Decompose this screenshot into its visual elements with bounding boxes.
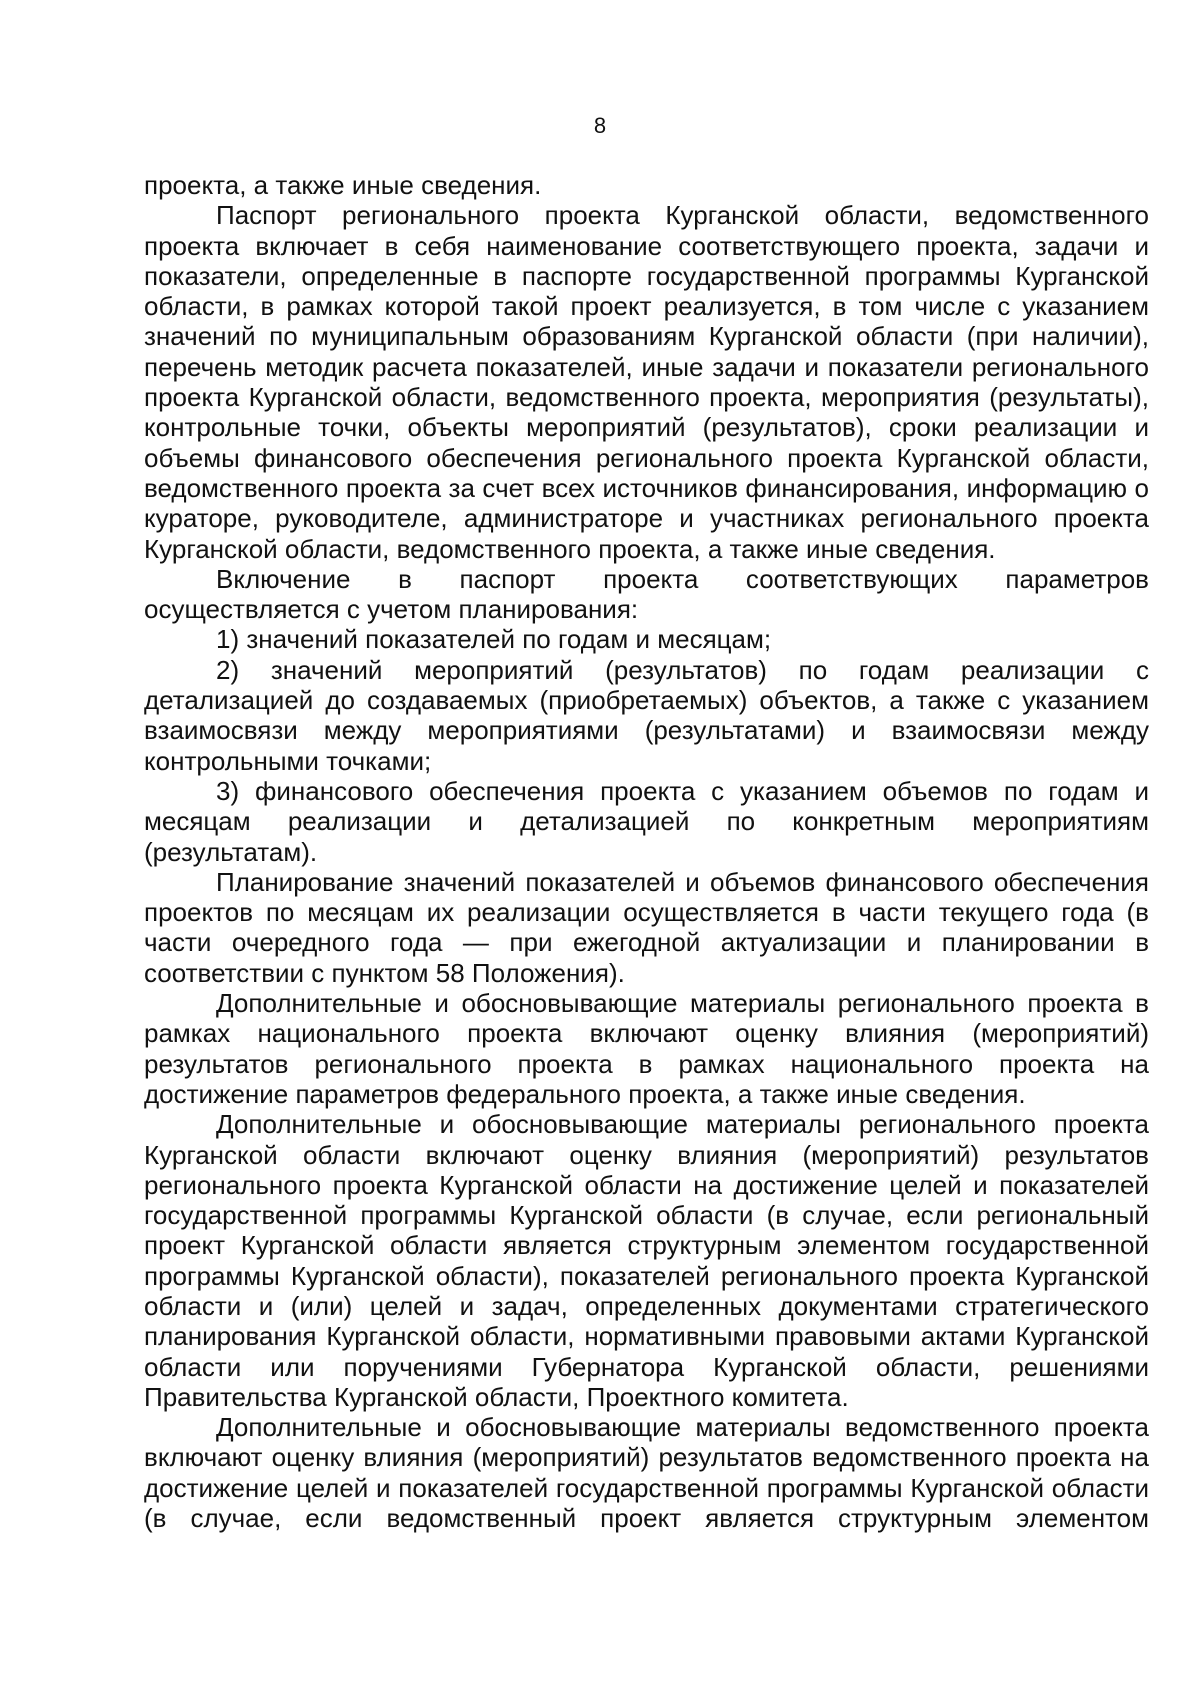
list-item-financial-support: 3) финансового обеспечения проекта с указанием объемов по годам и месяцам реализации и детализацией по конкретным мероприятиям (результатам). — [144, 775, 1149, 867]
list-item-indicator-values: 1) значений показателей по годам и месяцам; — [216, 624, 772, 655]
list-item-activity-values: 2) значений мероприятий (результатов) по годам реализации с детализацией до создаваемых (приобретаемых) объектов, а также с указанием взаимосвязи между мероприятиями (результатами) и взаимосвязи между контрольными точками; — [144, 654, 1149, 776]
page-number: 8 — [593, 113, 607, 138]
paragraph-monthly-planning: Планирование значений показателей и объемов финансового обеспечения проектов по месяцам их реализации осуществляется в части текущего года (в части очередного года — при ежегодной актуализации и планировании в соответствии с пунктом 58 Положения). — [144, 866, 1149, 988]
paragraph-continuation: проекта, а также иные сведения. — [144, 170, 542, 200]
paragraph-project-passport: Паспорт регионального проекта Курганской области, ведомственного проекта включает в себя наименование соответствующего проекта, задачи и показатели, определенные в паспорте государственной программы Курганской области, в рамках которой такой проект реализуется, в том числе с указанием значений по муниципальным образованиям Курганской области (при наличии), перечень методик расчета показателей, иные задачи и показатели регионального проекта Курганской области, ведомственного проекта, мероприятия (результаты), контрольные точки, объекты мероприятий (результатов), сроки реализации и объемы финансового обеспечения регионального проекта Курганской области, ведомственного проекта за счет всех источников финансирования, информацию о кураторе, руководителе, администраторе и участниках регионального проекта Курганской области, ведомственного проекта, а также иные сведения. — [144, 200, 1149, 564]
document-body — [144, 170, 1149, 1533]
paragraph-passport-inclusion: Включение в паспорт проекта соответствующих параметров осуществляется с учетом планирования: — [144, 563, 1149, 625]
paragraph-regional-project-materials: Дополнительные и обосновывающие материалы регионального проекта Курганской области включают оценку влияния (мероприятий) результатов регионального проекта Курганской области на достижение целей и показателей государственной программы Курганской области (в случае, если региональный проект Курганской области является структурным элементом государственной программы Курганской области), показателей регионального проекта Курганской области и (или) целей и задач, определенных документами стратегического планирования Курганской области, нормативными правовыми актами Курганской области или поручениями Губернатора Курганской области, решениями Правительства Курганской области, Проектного комитета. — [144, 1109, 1149, 1412]
paragraph-departmental-project-materials: Дополнительные и обосновывающие материалы ведомственного проекта включают оценку влияния (мероприятий) результатов ведомственного проекта на достижение целей и показателей государственной программы Курганской области (в случае, если ведомственный проект является структурным элементом — [144, 1412, 1149, 1534]
paragraph-national-project-materials: Дополнительные и обосновывающие материалы регионального проекта в рамках национального проекта включают оценку влияния (мероприятий) результатов регионального проекта в рамках национального проекта на достижение параметров федерального проекта, а также иные сведения. — [144, 988, 1149, 1109]
